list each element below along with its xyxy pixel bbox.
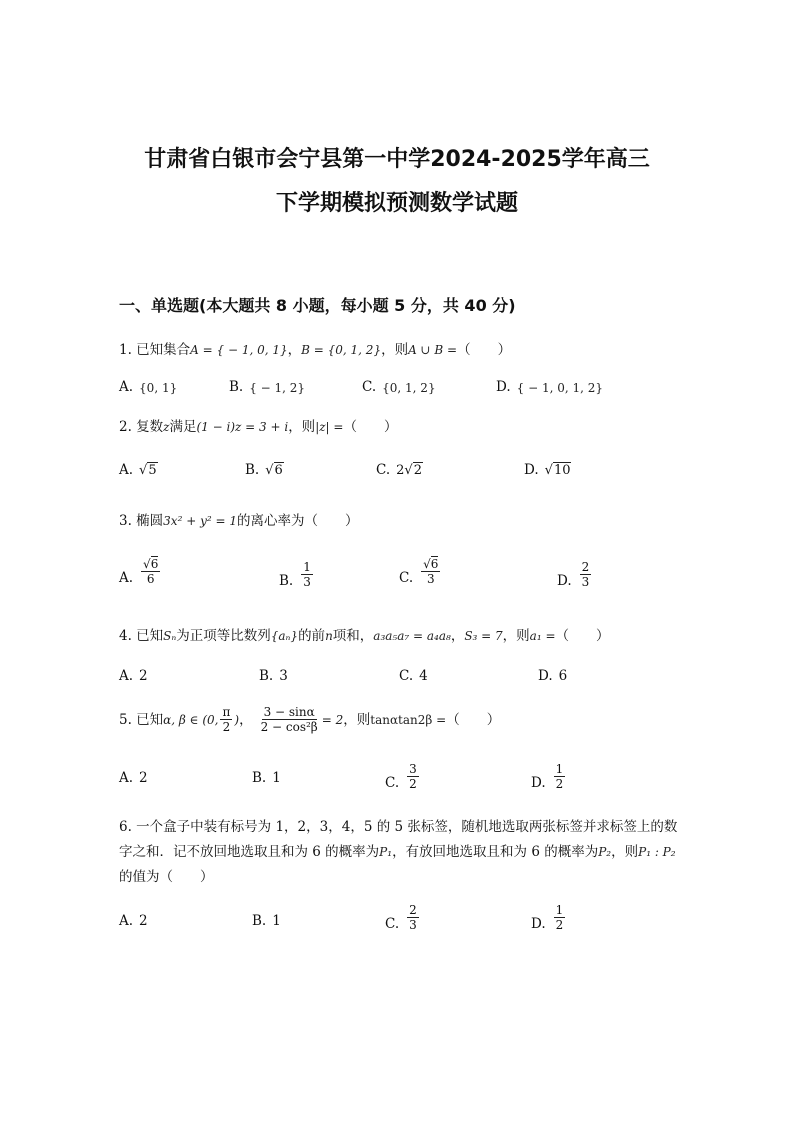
q5-option-d: D. $\frac{1}{2}$: [531, 762, 564, 791]
q2-option-a: A. √5: [119, 462, 157, 478]
q6-option-d: D. $\frac{1}{2}$: [531, 903, 564, 932]
question-6: 6. 一个盒子中装有标号为 1，2，3，4，5 的 5 张标签，随机地选取两张标签并求标签上的数字之和．记不放回地选取且和为 6 的概率为P₁，有放回地选取且和为 6 的概率为P₂，则P₁ : P₂的值为（ ）: [119, 819, 678, 885]
question-3: 3. 椭圆3x² + y² = 1的离心率为（ ）: [119, 513, 359, 529]
q1-option-a: A. {0, 1}: [119, 379, 178, 395]
q3-option-c: C. $\frac{√6}{3}$: [399, 557, 439, 586]
q5-option-a: A. 2: [119, 770, 148, 786]
q4-option-c: C. 4: [399, 668, 428, 684]
q1-option-d: D. { − 1, 0, 1, 2}: [496, 379, 604, 395]
q5-option-c: C. $\frac{3}{2}$: [385, 762, 417, 791]
q6-option-a: A. 2: [119, 913, 148, 929]
q3-option-d: D. $\frac{2}{3}$: [557, 560, 590, 589]
q1-option-b: B. { − 1, 2}: [229, 379, 306, 395]
question-1: 1. 已知集合A = { − 1, 0, 1}，B = {0, 1, 2}，则A ∪ B =（ ）: [119, 342, 512, 358]
q5-option-b: B. 1: [252, 770, 281, 786]
question-5: 5. 已知 α, β ∈ (0, $\frac{\pi}{2}$ ) ， $\frac{3 - \sin\alpha}{\text{2 − cos²β}}$ = 2 ，则 tanαtan2β = （ ）: [119, 705, 501, 734]
q6-option-b: B. 1: [252, 913, 281, 929]
q3-option-b: B. $\frac{1}{3}$: [279, 560, 311, 589]
section-heading: 一、单选题(本大题共 8 小题，每小题 5 分，共 40 分): [119, 296, 516, 315]
page-title-line2: 下学期模拟预测数学试题: [275, 191, 518, 216]
q2-option-c: C. 2√2: [376, 462, 422, 478]
q6-option-c: C. $\frac{2}{3}$: [385, 903, 417, 932]
question-4: 4. 已知Sₙ为正项等比数列{aₙ}的前n项和，a₃a₅a₇ = a₄a₈，S₃ = 7，则a₁ =（ ）: [119, 628, 610, 644]
q1-option-c: C. {0, 1, 2}: [362, 379, 436, 395]
q2-option-b: B. √6: [245, 462, 283, 478]
page-title-line1: 甘肃省白银市会宁县第一中学2024-2025学年高三: [144, 147, 650, 172]
q4-option-b: B. 3: [259, 668, 288, 684]
question-2: 2. 复数z满足(1 − i)z = 3 + i，则|z| =（ ）: [119, 419, 398, 435]
q4-option-a: A. 2: [119, 668, 148, 684]
q2-option-d: D. √10: [524, 462, 571, 478]
q3-option-a: A. $\frac{√6}{6}$: [119, 557, 159, 586]
q4-option-d: D. 6: [538, 668, 568, 684]
